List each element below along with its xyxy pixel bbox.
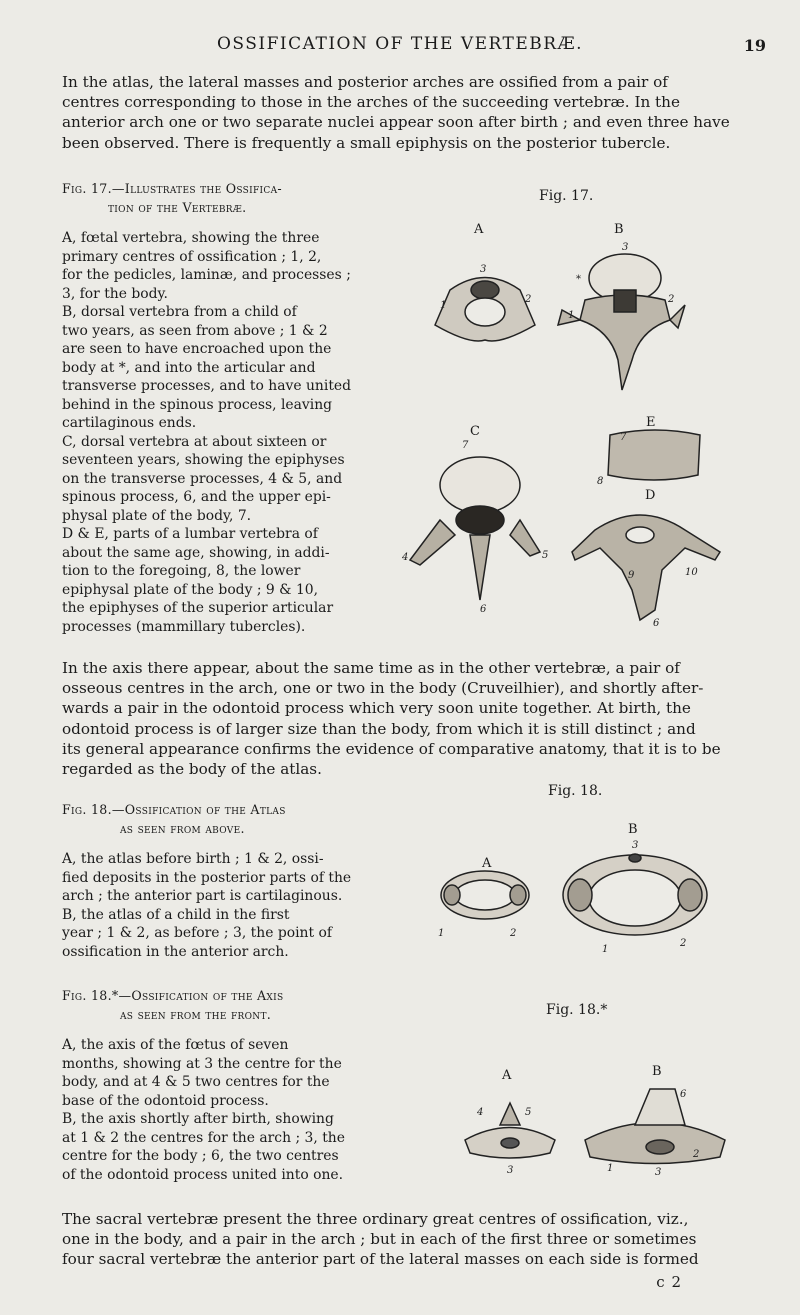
- caption-line: on the transverse processes, 4 & 5, and: [62, 470, 343, 487]
- text-line: In the atlas, the lateral masses and posterior arches are ossified from a pair of: [62, 73, 668, 91]
- fig17-number: 1: [568, 310, 575, 321]
- fig18s-letter-a: A: [502, 1068, 512, 1083]
- caption-line: for the pedicles, laminæ, and processes ;: [62, 267, 351, 283]
- fig18-illustration: [430, 840, 750, 960]
- caption-line: of the odontoid process united into one.: [62, 1166, 344, 1183]
- signature-mark: c 2: [656, 1273, 682, 1291]
- axis-b-drawing: [585, 1089, 725, 1164]
- fig17-number: 2: [525, 294, 532, 305]
- fig18-number: 1: [602, 944, 609, 955]
- caption-line: seventeen years, showing the epiphyses: [62, 452, 345, 468]
- fig18s-number: 2: [693, 1149, 700, 1160]
- fig17-illustration: [400, 230, 760, 630]
- fig17-number: 1: [440, 300, 447, 311]
- vertebra-c-drawing: [410, 457, 540, 600]
- fig18-letter-a: A: [482, 856, 492, 871]
- caption-line: transverse processes, and to have united: [62, 378, 352, 394]
- fig17-letter-b: B: [614, 222, 624, 237]
- fig18-number: 3: [632, 840, 639, 851]
- caption-line: tion to the foregoing, 8, the lower: [62, 563, 301, 579]
- fig17-number: 4: [402, 552, 409, 563]
- caption-line: centre for the body ; 6, the two centres: [62, 1148, 339, 1164]
- caption-line: about the same age, showing, in addi-: [62, 544, 330, 561]
- caption-line: primary centres of ossification ; 1, 2,: [62, 248, 322, 265]
- caption-line: D & E, parts of a lumbar vertebra of: [62, 526, 318, 542]
- caption-line: fied deposits in the posterior parts of the: [62, 869, 352, 886]
- fig17-number: 7: [620, 432, 627, 443]
- caption-line: body, and at 4 & 5 two centres for the: [62, 1074, 330, 1090]
- caption-line: C, dorsal vertebra at about sixteen or: [62, 433, 327, 450]
- fig17-number: 3: [622, 242, 629, 253]
- fig17-number: 6: [480, 604, 487, 615]
- fig17-number: 7: [462, 440, 469, 451]
- fig17-caption-title: Fig. 17.—Illustrates the Ossifica-: [62, 181, 282, 196]
- fig18-number: 2: [510, 928, 517, 939]
- fig18s-caption-title: as seen from the front.: [120, 1006, 272, 1022]
- fig17-label: Fig. 17.: [539, 188, 594, 204]
- caption-line: A, the axis of the fœtus of seven: [62, 1037, 289, 1053]
- text-line: its general appearance confirms the evidence of comparative anatomy, that it is to be: [62, 739, 721, 758]
- caption-line: epiphysal plate of the body ; 9 & 10,: [62, 581, 319, 598]
- atlas-b-drawing: [563, 854, 707, 935]
- text-line: centres corresponding to those in the arches of the succeeding vertebræ. In the: [62, 93, 680, 112]
- caption-line: two years, as seen from above ; 1 & 2: [62, 322, 328, 339]
- fig17-letter-c: C: [470, 424, 480, 439]
- caption-line: ossification in the anterior arch.: [62, 943, 289, 960]
- caption-line: 3, for the body.: [62, 285, 168, 302]
- text-line: odontoid process is of larger size than the body, from which it is still distinct ; and: [62, 719, 696, 738]
- fig17-caption-title: tion of the Vertebræ.: [108, 199, 247, 215]
- fig18-number: 1: [438, 928, 445, 939]
- caption-line: processes (mammillary tubercles).: [62, 618, 306, 635]
- intro-paragraph: [62, 72, 752, 153]
- fig18s-number: 4: [477, 1107, 484, 1118]
- caption-line: arch ; the anterior part is cartilaginous.: [62, 888, 343, 904]
- fig17-letter-d: D: [645, 488, 656, 503]
- fig17-number: *: [576, 274, 581, 285]
- fig18-caption-title: as seen from above.: [120, 820, 245, 836]
- text-line: In the axis there appear, about the same time as in the other vertebræ, a pair of: [62, 659, 680, 677]
- fig17-caption: [62, 180, 362, 636]
- vertebra-d-drawing: [572, 515, 720, 620]
- fig18s-label: Fig. 18.*: [546, 1002, 608, 1018]
- fig17-number: 5: [542, 550, 549, 561]
- fig17-number: 10: [685, 567, 698, 578]
- page-number: 19: [743, 36, 766, 55]
- caption-line: A, fœtal vertebra, showing the three: [62, 230, 320, 246]
- caption-line: months, showing at 3 the centre for the: [62, 1055, 342, 1072]
- fig18-label: Fig. 18.: [548, 783, 603, 799]
- caption-line: cartilaginous ends.: [62, 415, 197, 431]
- sacral-paragraph: [62, 1209, 752, 1270]
- caption-line: B, the atlas of a child in the first: [62, 906, 290, 923]
- text-line: been observed. There is frequently a small epiphysis on the posterior tubercle.: [62, 133, 671, 152]
- fig18s-number: 1: [607, 1163, 614, 1174]
- caption-line: B, the axis shortly after birth, showing: [62, 1111, 334, 1127]
- fig18-number: 2: [680, 938, 687, 949]
- fig18s-number: 6: [680, 1089, 687, 1100]
- fig18s-letter-b: B: [652, 1064, 662, 1079]
- caption-line: the epiphyses of the superior articular: [62, 600, 334, 616]
- caption-line: behind in the spinous process, leaving: [62, 396, 333, 413]
- text-line: one in the body, and a pair in the arch ; but in each of the first three or sometimes: [62, 1230, 697, 1249]
- text-line: regarded as the body of the atlas.: [62, 760, 322, 779]
- caption-line: B, dorsal vertebra from a child of: [62, 304, 297, 320]
- text-line: wards a pair in the odontoid process which very soon unite together. At birth, the: [62, 699, 691, 718]
- axis-paragraph: [62, 658, 752, 779]
- caption-line: physal plate of the body, 7.: [62, 507, 252, 524]
- fig17-number: 3: [480, 264, 487, 275]
- text-line: osseous centres in the arch, one or two in the body (Cruveilhier), and shortly after-: [62, 679, 704, 698]
- vertebra-a-drawing: [435, 278, 535, 342]
- caption-line: base of the odontoid process.: [62, 1092, 269, 1109]
- fig18-caption-title: Fig. 18.—Ossification of the Atlas: [62, 802, 286, 817]
- fig17-letter-a: A: [474, 222, 484, 237]
- text-line: anterior arch one or two separate nuclei appear soon after birth ; and even three have: [62, 113, 730, 132]
- fig17-number: 8: [597, 476, 604, 487]
- fig18s-number: 3: [507, 1165, 514, 1176]
- fig18s-caption: [62, 987, 362, 1184]
- fig18-letter-b: B: [628, 822, 638, 837]
- fig17-number: 2: [668, 294, 675, 305]
- running-head: OSSIFICATION OF THE VERTEBRÆ.: [216, 34, 584, 54]
- text-line: The sacral vertebræ present the three ordinary great centres of ossification, viz.,: [62, 1210, 689, 1228]
- fig18s-illustration: [455, 1085, 735, 1178]
- caption-line: year ; 1 & 2, as before ; 3, the point of: [62, 925, 332, 941]
- caption-line: are seen to have encroached upon the: [62, 341, 332, 357]
- text-line: four sacral vertebræ the anterior part of the lateral masses on each side is formed: [62, 1250, 699, 1269]
- fig17-letter-e: E: [646, 415, 656, 430]
- fig17-number: 9: [628, 570, 635, 581]
- atlas-a-drawing: [441, 871, 529, 919]
- fig18s-number: 5: [525, 1107, 532, 1118]
- fig17-number: 6: [653, 618, 660, 629]
- fig18s-caption-title: Fig. 18.*—Ossification of the Axis: [62, 988, 284, 1003]
- caption-line: at 1 & 2 the centres for the arch ; 3, the: [62, 1129, 345, 1146]
- fig18-caption: [62, 801, 362, 961]
- caption-line: A, the atlas before birth ; 1 & 2, ossi-: [62, 851, 324, 867]
- caption-line: spinous process, 6, and the upper epi-: [62, 489, 331, 505]
- fig18s-number: 3: [655, 1167, 662, 1178]
- caption-line: body at *, and into the articular and: [62, 359, 316, 376]
